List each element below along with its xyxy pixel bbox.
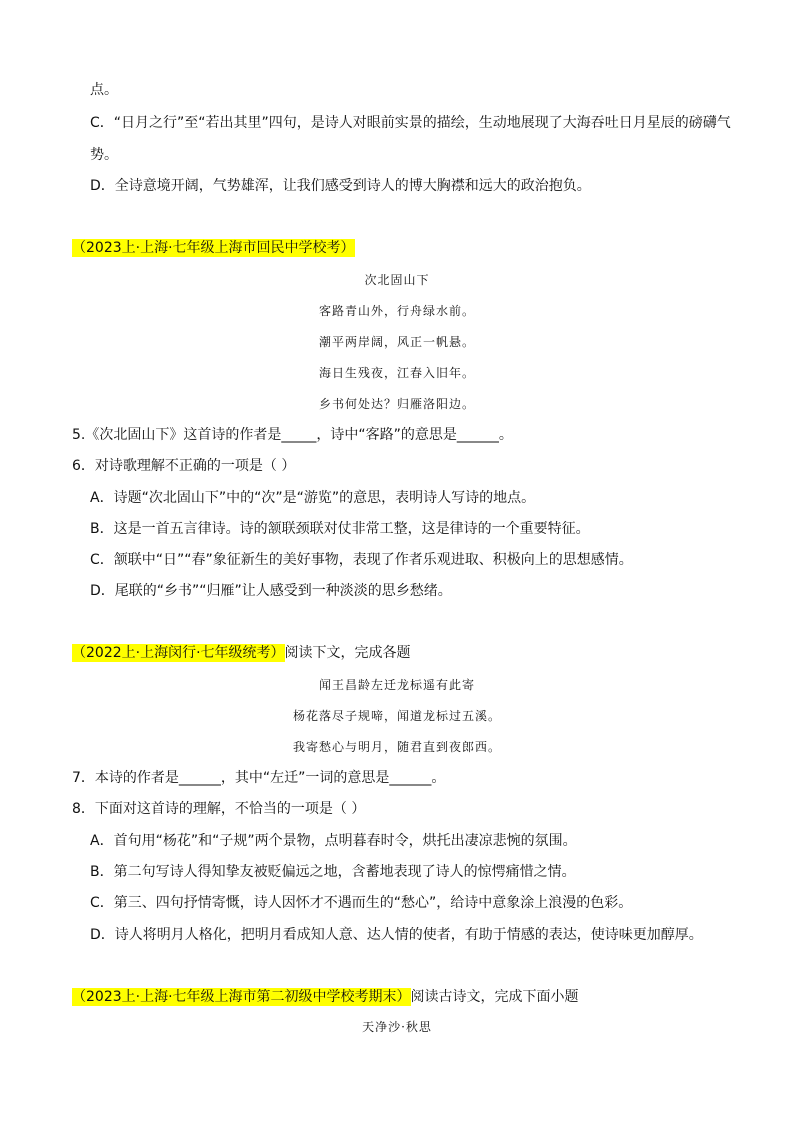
option-c-continuation: 势。 — [90, 147, 118, 163]
poem-title: 次北固山下 — [364, 273, 430, 287]
poem-title: 闻王昌龄左迁龙标遥有此寄 — [318, 678, 475, 692]
poem-line: 客路青山外，行舟绿水前。 — [318, 304, 475, 318]
question-8-option-d: D．诗人将明月人格化，把明月看成知人意、达人情的使者，有助于情感的表达，使诗味更加醇厚。 — [90, 927, 703, 943]
instruction: 阅读下文，完成各题 — [284, 645, 411, 661]
question-8-option-a: A．首句用“杨花”和“子规”两个景物，点明暮春时令，烘托出凄凉悲惋的氛围。 — [90, 833, 577, 849]
source-line — [72, 987, 579, 1007]
option-d: D．全诗意境开阔，气势雄浑，让我们感受到诗人的博大胸襟和远大的政治抱负。 — [90, 178, 591, 194]
question-6-option-b: B．这是一首五言律诗。诗的颔联颈联对仗非常工整，这是律诗的一个重要特征。 — [90, 521, 590, 537]
question-6: 6．对诗歌理解不正确的一项是（ ） — [72, 458, 296, 474]
poem-line: 杨花落尽子规啼，闻道龙标过五溪。 — [292, 709, 501, 723]
question-6-option-a: A．诗题“次北固山下”中的“次”是“游览”的意思，表明诗人写诗的地点。 — [90, 490, 536, 506]
source-tag — [72, 238, 355, 258]
option-c: C．“日月之行”至“若出其里”四句，是诗人对眼前实景的描绘，生动地展现了大海吞吐日月星辰的磅礴气 — [90, 115, 731, 131]
question-8: 8．下面对这首诗的理解，不恰当的一项是（ ） — [72, 801, 366, 817]
source-tag-highlight: （2023上·上海·七年级上海市回民中学校考） — [72, 240, 355, 256]
source-tag-highlight: （2023上·上海·七年级上海市第二初级中学校考期末） — [72, 989, 411, 1005]
poem-line: 海日生残夜，江春入旧年。 — [318, 366, 475, 380]
question-5: 5.《次北固山下》这首诗的作者是_____，诗中“客路”的意思是______。 — [72, 427, 513, 443]
poem-line: 潮平两岸阔，风正一帆悬。 — [318, 335, 475, 349]
question-8-option-b: B．第二句写诗人得知挚友被贬偏远之地，含蓄地表现了诗人的惊愕痛惜之情。 — [90, 864, 576, 880]
source-line — [72, 643, 411, 663]
poem-line: 乡书何处达？归雁洛阳边。 — [318, 397, 475, 411]
source-tag-highlight: （2022上·上海闵行·七年级统考） — [72, 645, 285, 661]
question-6-option-c: C．颔联中“日”“春”象征新生的美好事物，表现了作者乐观进取、积极向上的思想感情。 — [90, 552, 633, 568]
question-8-option-c: C．第三、四句抒情寄慨，诗人因怀才不遇而生的“愁心”，给诗中意象涂上浪漫的色彩。 — [90, 895, 633, 911]
poem-title: 天净沙·秋思 — [362, 1020, 432, 1034]
option-b-continuation: 点。 — [90, 82, 118, 98]
poem-line: 我寄愁心与明月，随君直到夜郎西。 — [292, 740, 501, 754]
question-6-option-d: D．尾联的“乡书”“归雁”让人感受到一种淡淡的思乡愁绪。 — [90, 583, 452, 599]
question-7: 7．本诗的作者是______，其中“左迁”一词的意思是______。 — [72, 770, 446, 786]
instruction: 阅读古诗文，完成下面小题 — [410, 989, 579, 1005]
